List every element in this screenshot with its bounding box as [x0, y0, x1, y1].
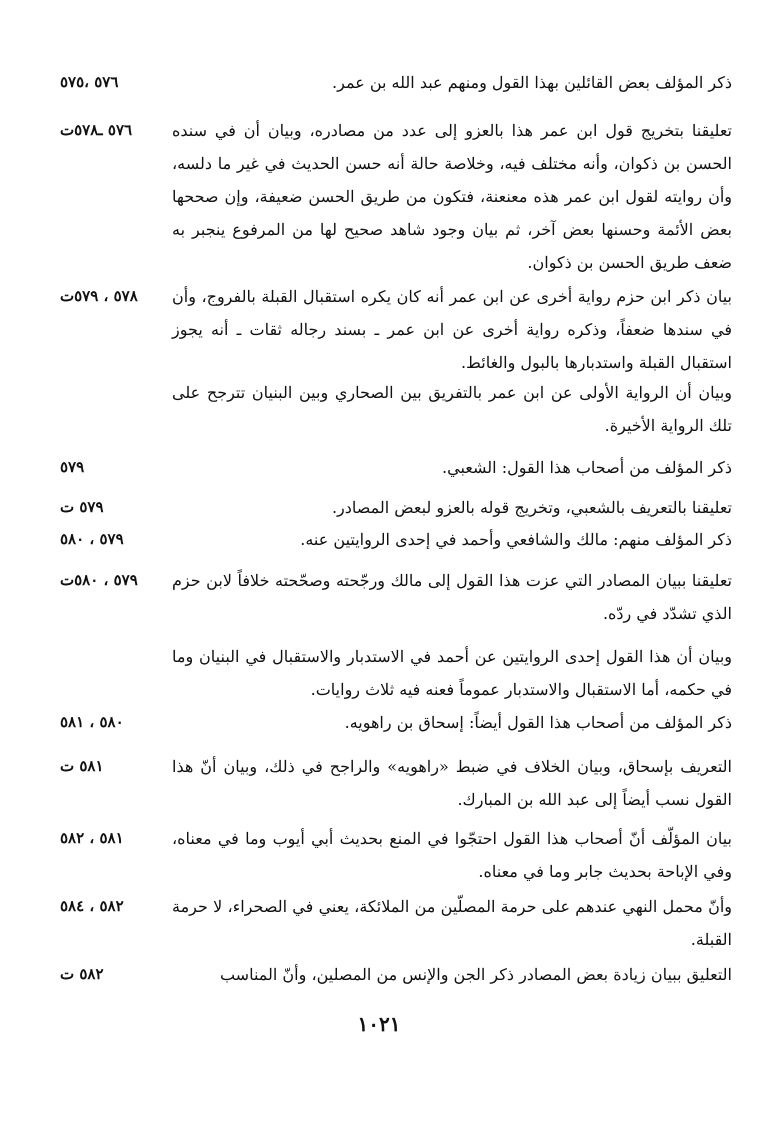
entry-page-ref: ٥٧٦ ،٥٧٥ — [60, 73, 119, 91]
entry-page-ref: ٥٧٩ ، ٥٨٠ — [60, 530, 124, 548]
entry-text: تعليقنا بتخريج قول ابن عمر هذا بالعزو إلى عدد من مصادره، وبيان أن في سنده الحسن بن ذكوان، وأنه مختلف فيه، وخلاصة حالة أنه حسن الحديث في غير ما دلسه، وأن روايته لقول ابن عمر هذه معنعنة، فتكون من طريق الحسن ضعيفة، وإن صححها بعض الأئمة وحسنها بعض آخر، ثم بيان وجود شاهد صحيح لها من المرفوع ينجبر به ضعف طريق الحسن بن ذكوان. — [172, 121, 733, 272]
entry-text: ذكر المؤلف من أصحاب هذا القول أيضاً: إسحاق بن راهويه. — [344, 713, 732, 732]
entry-text: التعليق ببيان زيادة بعض المصادر ذكر الجن والإنس من المصلين، وأنّ المناسب — [219, 965, 732, 984]
entry-page-ref: ٥٨١ ت — [60, 757, 104, 775]
entry-text: وبيان أن الرواية الأولى عن ابن عمر بالتفريق بين الصحاري وبين البنيان تترجح على تلك الرواية الأخيرة. — [172, 383, 733, 435]
entry-text: بيان ذكر ابن حزم رواية أخرى عن ابن عمر أنه كان يكره استقبال القبلة بالفروج، وأن في سندها ضعفاً، وذكره رواية أخرى عن ابن عمر ـ بسند رجاله ثقات ـ أنه يجوز استقبال القبلة واستدبارها بالبول والغائط. — [172, 287, 733, 372]
entry-page-ref: ٥٧٩ ، ٥٨٠ت — [60, 571, 138, 589]
entry-text: التعريف بإسحاق، وبيان الخلاف في ضبط «راهويه» والراجح في ذلك، وبيان أنّ هذا القول نسب أيضاً إلى عبد الله بن المبارك. — [172, 757, 732, 809]
entry-page-ref: ٥٨٢ ت — [60, 965, 104, 983]
entry-page-ref: ٥٧٩ — [60, 458, 85, 476]
entry-text: بيان المؤلّف أنّ أصحاب هذا القول احتجّوا في المنع بحديث أبي أيوب وما في معناه، وفي الإباحة بحديث جابر وما في معناه. — [172, 829, 732, 881]
page-number: ١٠٢١ — [357, 1012, 401, 1036]
entry-text: ذكر المؤلف بعض القائلين بهذا القول ومنهم عبد الله بن عمر. — [332, 73, 732, 92]
entry-text: ذكر المؤلف منهم: مالك والشافعي وأحمد في إحدى الروايتين عنه. — [300, 530, 732, 549]
entry-page-ref: ٥٨٠ ، ٥٨١ — [60, 713, 124, 731]
entry-page-ref: ٥٧٨ ، ٥٧٩ت — [60, 287, 138, 305]
entry-page-ref: ٥٧٦ ـ٥٧٨ت — [60, 121, 133, 139]
entry-text: وبيان أن هذا القول إحدى الروايتين عن أحمد في الاستدبار والاستقبال في البنيان وما في حكمه، أما الاستقبال والاستدبار عموماً فعنه فيه ثلاث روايات. — [172, 647, 733, 699]
entry-text: ذكر المؤلف من أصحاب هذا القول: الشعبي. — [442, 458, 732, 477]
entry-page-ref: ٥٧٩ ت — [60, 498, 104, 516]
entry-text: تعليقنا بالتعريف بالشعبي، وتخريج قوله بالعزو لبعض المصادر. — [331, 498, 732, 517]
entry-page-ref: ٥٨١ ، ٥٨٢ — [60, 829, 124, 847]
entry-text: تعليقنا ببيان المصادر التي عزت هذا القول إلى مالك ورجّحته وصحّحته خلافاً لابن حزم الذي تشدّد في ردّه. — [172, 571, 732, 623]
entry-text: وأنّ محمل النهي عندهم على حرمة المصلّين من الملائكة، يعني في الصحراء، لا حرمة القبلة. — [172, 897, 732, 949]
entry-page-ref: ٥٨٢ ، ٥٨٤ — [60, 897, 124, 915]
